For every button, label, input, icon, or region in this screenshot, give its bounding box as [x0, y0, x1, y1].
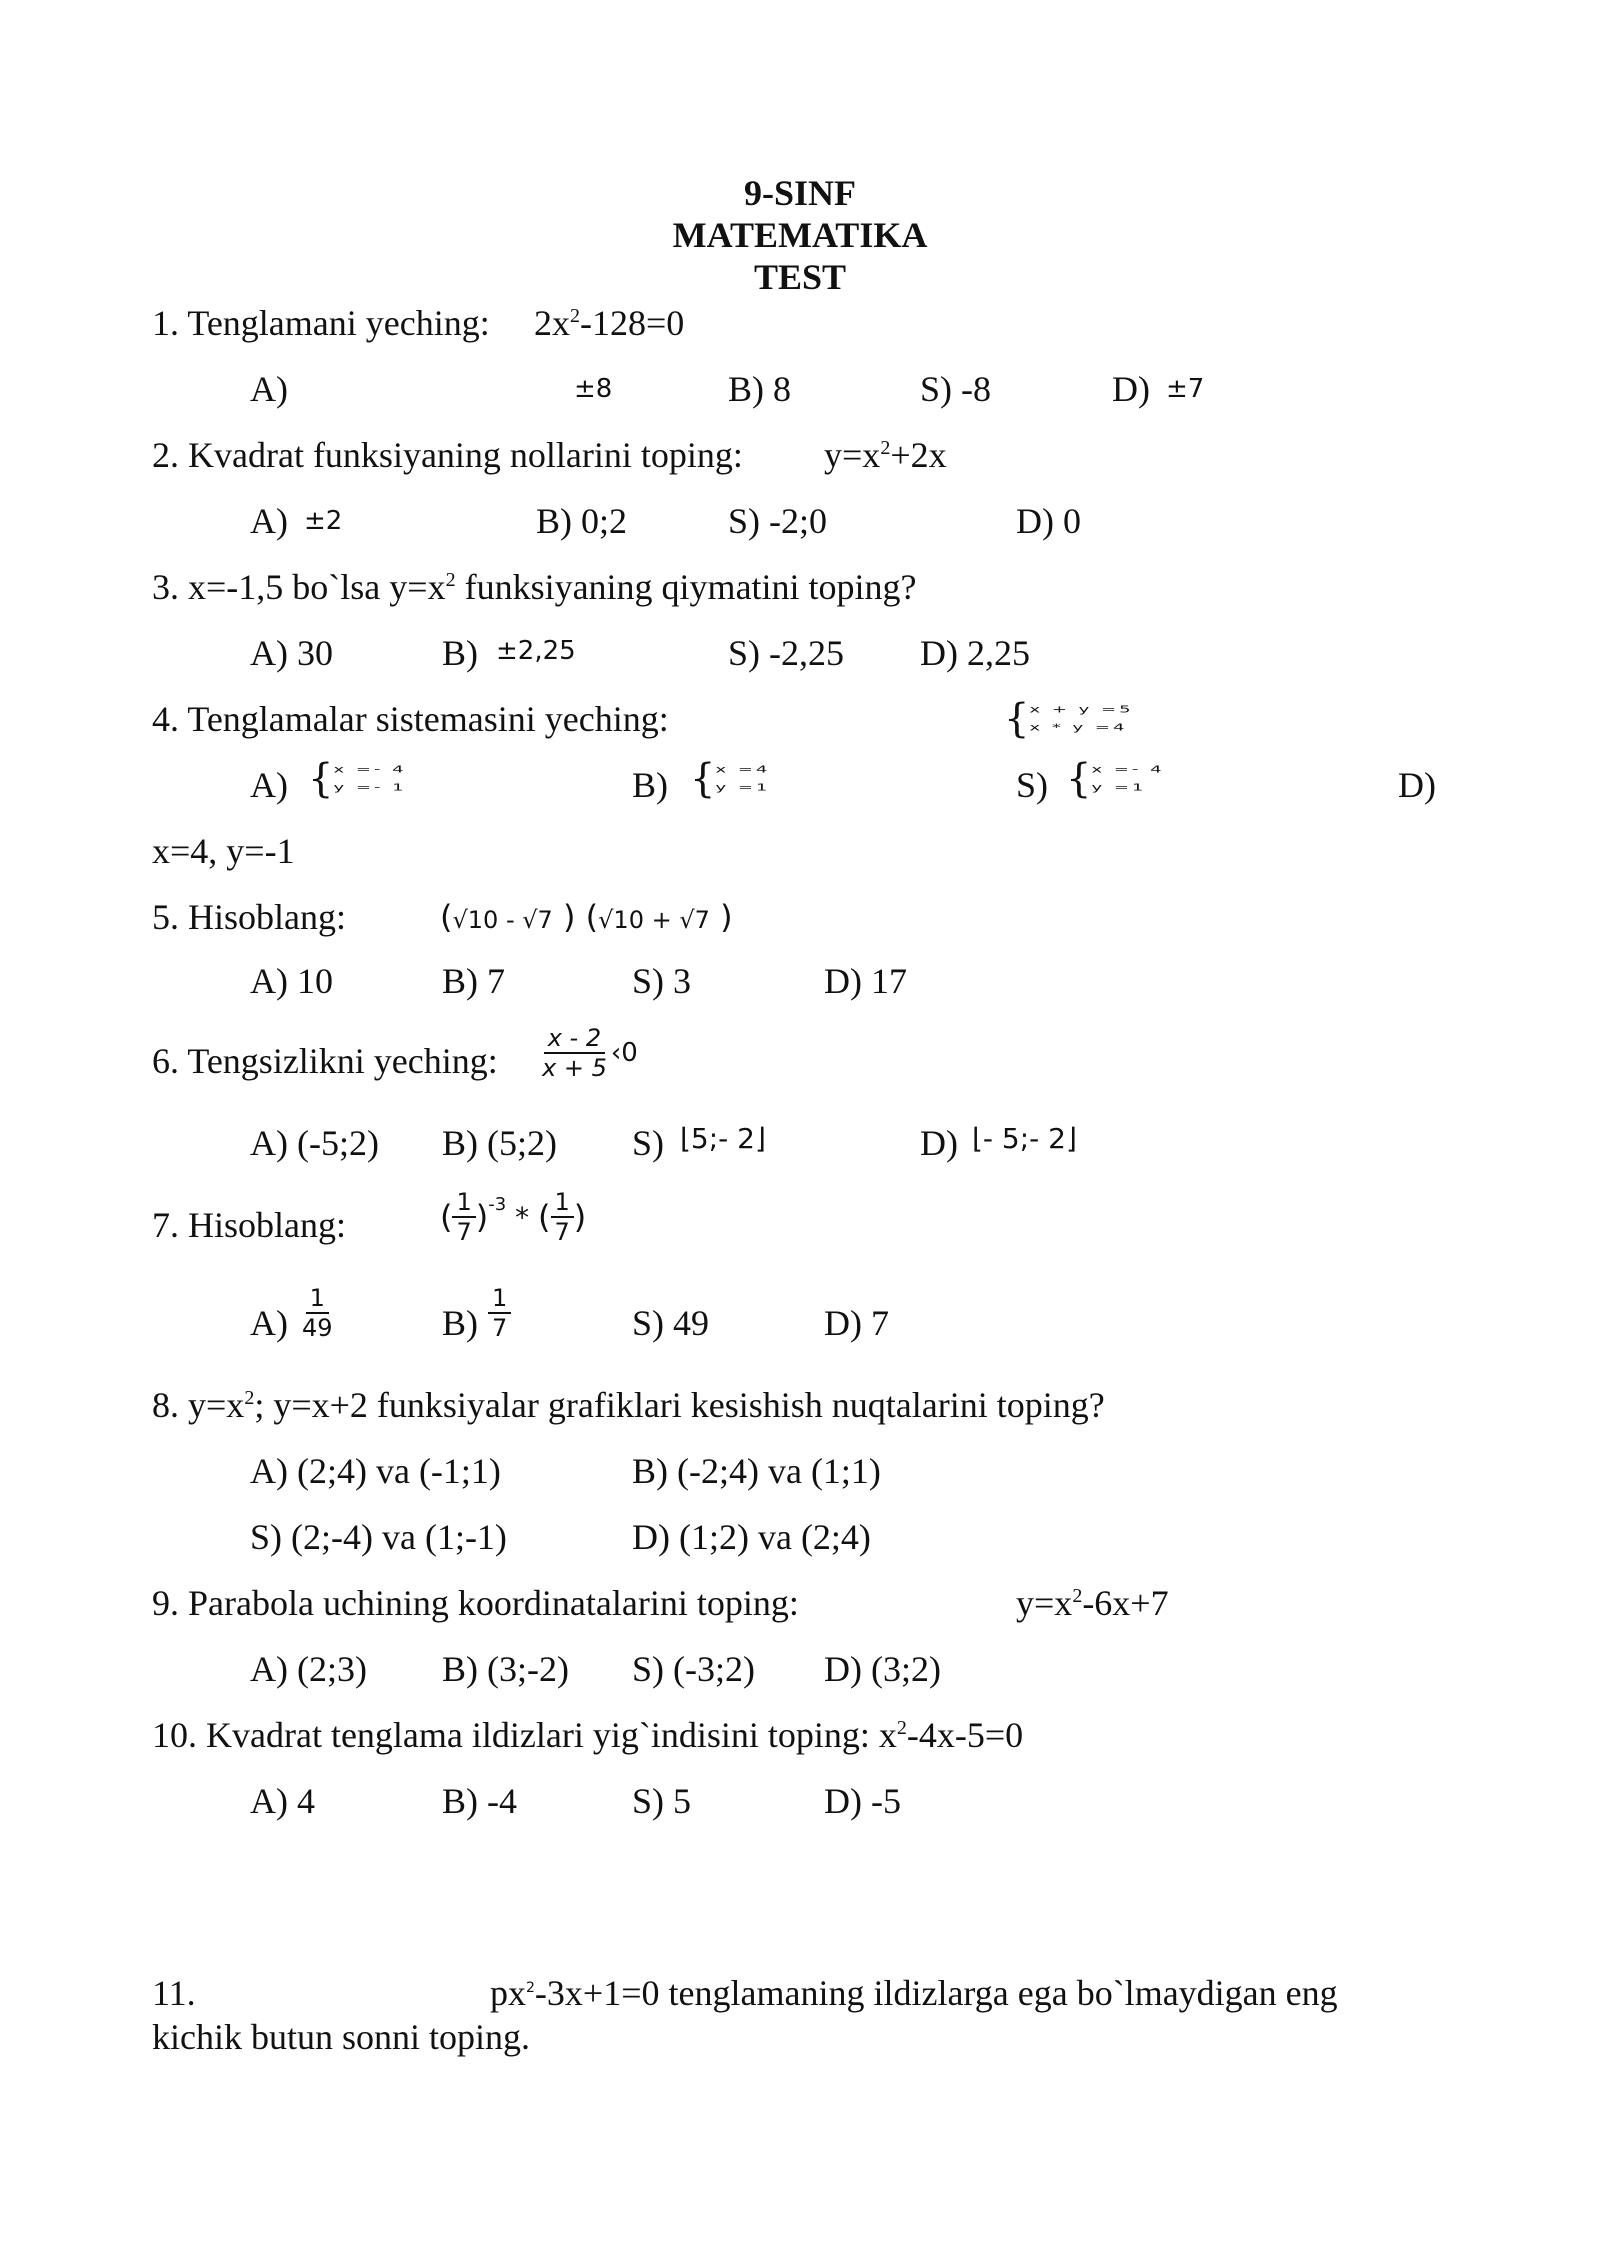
system-row: y =1 — [715, 781, 771, 794]
question-4-text: 4. Tenglamalar sistemasini yeching: — [152, 699, 669, 739]
q5-option-b: B) 7 — [442, 961, 505, 1001]
q2-option-a-label: A) — [250, 501, 288, 541]
q3-option-d: D) 2,25 — [920, 633, 1030, 673]
q3-option-s: S) -2,25 — [728, 633, 844, 673]
question-part: 8. y=x — [152, 1385, 245, 1425]
fraction — [551, 1188, 574, 1246]
q3-option-b-value: ±2,25 — [496, 636, 576, 666]
q8-option-b: B) (-2;4) va (1;1) — [632, 1451, 881, 1491]
q1-option-b: B) 8 — [728, 369, 791, 409]
question-part: -4x-5=0 — [906, 1715, 1024, 1755]
brace-icon: { — [1004, 696, 1030, 742]
question-part: funksiyaning qiymatini toping? — [455, 567, 917, 607]
q7-option-a-label: A) — [250, 1303, 288, 1343]
question-8-text — [152, 1384, 1105, 1426]
inequality-sign: ‹0 — [610, 1038, 638, 1068]
system-rows — [333, 761, 406, 797]
paren: ) — [552, 898, 576, 936]
q4-option-b-system — [690, 756, 770, 802]
sqrt-term: √7 — [679, 906, 710, 934]
exponent: 2 — [570, 305, 580, 327]
q3-option-b-label: B) — [442, 633, 478, 673]
q6-option-s-label: S) — [632, 1123, 665, 1163]
q4-option-a-label: A) — [250, 765, 288, 805]
question-10-text — [152, 1714, 1023, 1756]
fraction — [488, 1284, 511, 1342]
q9-option-d: D) (3;2) — [824, 1649, 941, 1689]
q6-option-d-value: ⌊- 5;- 2⌋ — [972, 1122, 1077, 1155]
question-5-text: 5. Hisoblang: — [152, 897, 346, 937]
q2-option-a-value: ±2 — [304, 506, 343, 536]
question-2-text: 2. Kvadrat funksiyaning nollarini toping: — [152, 435, 743, 475]
paren: ) — [573, 1198, 587, 1236]
exponent: 2 — [445, 569, 456, 591]
header-line-subject: MATEMATIKA — [672, 215, 928, 255]
question-2-equation — [824, 434, 947, 476]
system-row: x * y =4 — [1029, 721, 1128, 734]
operator: + — [643, 906, 680, 934]
exponent: 2 — [896, 1717, 907, 1739]
question-6-inequality — [538, 1024, 638, 1082]
q9-option-b: B) (3;-2) — [442, 1649, 569, 1689]
q10-option-b: B) -4 — [442, 1781, 517, 1821]
q8-option-d: D) (1;2) va (2;4) — [632, 1517, 871, 1557]
q9-option-s: S) (-3;2) — [632, 1649, 755, 1689]
system-row: y =1 — [1091, 781, 1147, 794]
sqrt-term: √10 — [452, 906, 499, 934]
question-1-text: 1. Tenglamani yeching: — [152, 303, 490, 343]
q10-option-s: S) 5 — [632, 1781, 692, 1821]
fraction-numerator: x - 2 — [544, 1024, 605, 1054]
q7-option-b-label: B) — [442, 1303, 478, 1343]
q1-option-s: S) -8 — [920, 369, 991, 409]
question-11-number: 11. — [152, 1973, 196, 2013]
exponent: 2 — [526, 1980, 535, 1996]
equation-part: 2x — [534, 303, 570, 343]
brace-icon: { — [690, 756, 716, 802]
exponent: 2 — [1072, 1585, 1083, 1607]
question-5-expression — [440, 896, 733, 941]
header-line-test: TEST — [753, 257, 847, 297]
paren: ( — [575, 898, 599, 936]
brace-icon: { — [1066, 756, 1092, 802]
question-7-expression — [440, 1188, 586, 1246]
q5-option-d: D) 17 — [824, 961, 907, 1001]
equation-part: +2x — [890, 435, 947, 475]
equation-part: y=x — [1016, 1583, 1073, 1623]
sqrt-term: √10 — [598, 906, 644, 934]
question-11-text-line2: kichik butun sonni toping. — [152, 2017, 530, 2057]
q6-option-a: A) (-5;2) — [250, 1123, 379, 1163]
question-part: -3x+1=0 tenglamaning ildizlarga ega bo`lmaydigan eng — [534, 1973, 1338, 2013]
fraction — [298, 1284, 337, 1342]
fraction-denominator: 7 — [492, 1314, 508, 1342]
question-part: 3. x=-1,5 bo`lsa y=x — [152, 567, 446, 607]
system-row: y =- 1 — [333, 781, 407, 794]
question-7-text: 7. Hisoblang: — [152, 1205, 346, 1245]
q4-option-s-label: S) — [1016, 765, 1049, 805]
fraction-numerator: 1 — [488, 1284, 511, 1314]
q5-option-a: A) 10 — [250, 961, 333, 1001]
question-1-equation — [534, 302, 684, 344]
system-row: x =- 4 — [333, 763, 407, 776]
paren: ( — [440, 898, 453, 936]
equation-part: -6x+7 — [1082, 1583, 1169, 1623]
sqrt-term: √7 — [522, 906, 553, 934]
fraction-denominator: x + 5 — [542, 1054, 607, 1082]
brace-icon: { — [308, 756, 334, 802]
q7-option-b-fraction — [488, 1284, 511, 1342]
q3-option-a: A) 30 — [250, 633, 333, 673]
system-rows — [1029, 701, 1133, 737]
fraction-denominator: 7 — [456, 1218, 472, 1246]
q4-option-d-value: x=4, y=-1 — [152, 831, 295, 871]
system-rows — [715, 761, 770, 797]
question-part: ; y=x+2 funksiyalar grafiklari kesishish nuqtalarini toping? — [254, 1385, 1105, 1425]
operator: - — [498, 906, 523, 934]
fraction — [452, 1188, 475, 1246]
fraction-denominator: 7 — [554, 1218, 570, 1246]
q9-option-a: A) (2;3) — [250, 1649, 367, 1689]
fraction-numerator: 1 — [551, 1188, 574, 1218]
q1-option-a-label: A) — [250, 369, 288, 409]
fraction-numerator: 1 — [306, 1284, 329, 1314]
q2-option-b: B) 0;2 — [536, 501, 628, 541]
paren: ) — [475, 1198, 489, 1236]
paren: ( — [440, 1198, 453, 1236]
fraction-numerator: 1 — [452, 1188, 475, 1218]
operator: * — [506, 1200, 539, 1234]
q4-option-b-label: B) — [632, 765, 668, 805]
exponent: -3 — [488, 1194, 507, 1215]
q4-option-a-system — [308, 756, 407, 802]
system-row: x =4 — [715, 763, 771, 776]
paren: ) — [709, 898, 733, 936]
q8-option-a: A) (2;4) va (-1;1) — [250, 1451, 501, 1491]
q6-option-d-label: D) — [920, 1123, 958, 1163]
header-line-grade: 9-SINF — [743, 173, 856, 213]
q5-option-s: S) 3 — [632, 961, 692, 1001]
exponent: 2 — [244, 1387, 255, 1409]
question-1 — [152, 302, 490, 344]
question-9-equation — [1016, 1582, 1169, 1624]
system-rows — [1091, 761, 1164, 797]
system-row: x =- 4 — [1091, 763, 1165, 776]
question-part: 10. Kvadrat tenglama ildizlari yig`indisini toping: x — [152, 1715, 897, 1755]
q7-option-s: S) 49 — [632, 1303, 710, 1343]
q1-option-a-value: ±8 — [574, 374, 613, 404]
equation-part: y=x — [824, 435, 881, 475]
q4-option-s-system — [1066, 756, 1165, 802]
q1-option-d-value: ±7 — [1166, 374, 1205, 404]
question-6-text: 6. Tengsizlikni yeching: — [152, 1041, 498, 1081]
equation-part: -128=0 — [580, 303, 685, 343]
question-3-text — [152, 566, 917, 608]
question-9-text: 9. Parabola uchining koordinatalarini toping: — [152, 1583, 799, 1623]
q7-option-a-fraction — [298, 1284, 337, 1342]
exponent: 2 — [880, 437, 891, 459]
paren: ( — [538, 1198, 551, 1236]
fraction-denominator: 49 — [302, 1314, 333, 1342]
q7-option-d: D) 7 — [824, 1303, 889, 1343]
q6-option-b: B) (5;2) — [442, 1123, 557, 1163]
system-row: x + y =5 — [1029, 703, 1134, 716]
question-4-system — [1004, 696, 1134, 742]
question-11-text — [490, 1972, 1338, 2014]
q10-option-d: D) -5 — [824, 1781, 901, 1821]
q10-option-a: A) 4 — [250, 1781, 315, 1821]
q4-option-d-label: D) — [1398, 765, 1436, 805]
fraction — [538, 1024, 611, 1082]
q2-option-s: S) -2;0 — [728, 501, 827, 541]
equation-part: px — [490, 1973, 526, 2013]
q1-option-d-label: D) — [1112, 369, 1150, 409]
q8-option-s: S) (2;-4) va (1;-1) — [250, 1517, 507, 1557]
q2-option-d: D) 0 — [1016, 501, 1081, 541]
q6-option-s-value: ⌊5;- 2⌋ — [680, 1122, 766, 1155]
